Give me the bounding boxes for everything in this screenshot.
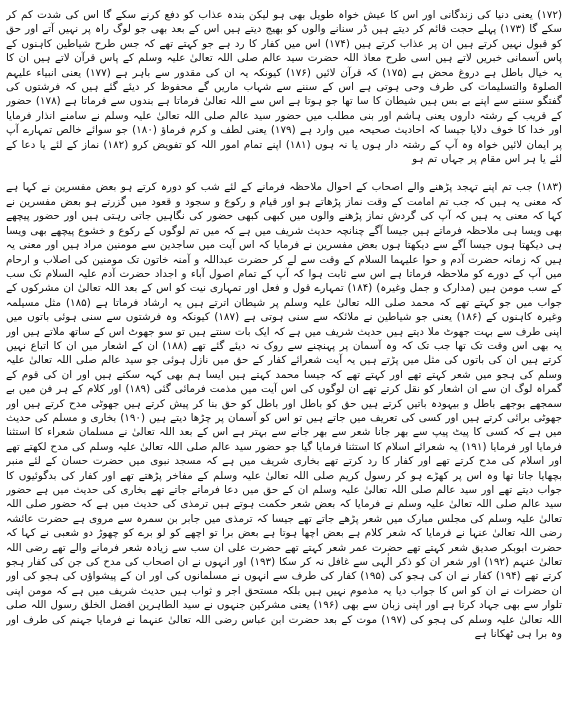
footnotes-block-2: (۱۸۳) جب تم اپنے تہجد پڑھنے والے اصحاب کے احوال ملاحظہ فرمانے کے لئے شب کو دورہ کرتے ہو بعض مفسرین نے کہا ہے کہ معنی یہ ہیں کہ جب تم امامت کے وقت نماز پڑھاتے ہو اور قیام و رکوع و سجود و قعود میں گزرتے ہو بعض مفسرین نے کہا کہ معنی یہ ہیں کہ آپ کی گردش نماز پڑھنے والوں میں کبھی کبھی حضور کی نگاہیں جاتی رہتی ہیں اور حضور پیچھے بھی ویسا ہی ملاحظہ فرماتے ہیں جیسا آگے چنانچہ حدیث شریف میں ہے کہ میں تم لوگوں کے رکوع و خشوع پیچھے بھی ویسا ہی دیکھتا ہوں جیسا آگے سے دیکھتا ہوں بعض مفسرین نے فرمایا کہ اس آیت میں ساجدین سے مومنین مراد ہیں اور معنی یہ ہیں کہ زمانہ حضرت آدم و حوا علیہما السلام کے وقت سے لے کر حضرت عبداللہ و آمنہ خاتون تک مومنین کی اصلاب و ارحام میں آپ کے دورے کو ملاحظہ فرماتا ہے اس سے ثابت ہوا کہ آپ کے تمام اصول آباء و اجداد حضرت آدم علیہ السلام تک سب کے سب مومن ہیں (مدارک و جمل وغیرہ) (۱۸۴) تمہارے قول و فعل اور تمہاری نیت کو اس کے بعد اللہ تعالیٰ ان مشرکوں کے جواب میں جو کہتے تھے کہ محمد صلی اللہ تعالیٰ علیہ وسلم پر شیطان اترتے ہیں یہ ارشاد فرماتا ہے (۱۸۵) مثل مسیلمہ وغیرہ کاہنوں کے (۱۸۶) یعنی جو شیاطین نے ملائکہ سے سنی ہوتی ہے (۱۸۷) کیونکہ وہ فرشتوں سے سنی ہوئی باتوں میں اپنی طرف سے بہت جھوٹ ملا دیتے ہیں حدیث شریف میں ہے کہ ایک بات سنتے ہیں تو سو جھوٹ اس کے ساتھ ملاتے ہیں اور یہ بھی اس وقت تک تھا جب تک کہ وہ آسمان پر پہنچنے سے روک نہ دیئے گئے تھے (۱۸۸) ان کے اشعار میں ان کا اتباع نہیں کرتے ہیں ان کی باتوں کی مثل میں پڑتے ہیں یہ آیت شعرائے کفار کے حق میں نازل ہوئی جو سید عالم صلی اللہ تعالیٰ علیہ وسلم کی ہجو میں شعر کہتے تھے اور کہتے تھے کہ جیسا محمد کہتے ہیں ایسا ہم بھی کہہ سکتے ہیں اور ان کی قوم کے گمراہ لوگ ان سے ان اشعار کو نقل کرتے تھے ان لوگوں کی اس آیت میں مذمت فرمائی گئی (۱۸۹) اور کلام کے ہر فن میں بے سمجھے بوجھے باطل و بیہودہ باتیں کرتے ہیں حق کو باطل اور باطل کو حق بنا کر پیش کرتے ہیں جھوٹی مدح کرتے ہیں اور جھوٹی برائی کرتے ہیں اور کسی کی تعریف میں جاتے ہیں تو اس کو آسمان پر چڑھا دیتے ہیں (۱۹۰) بخاری و مسلم کی حدیث میں ہے کہ کسی کا پیٹ پیپ سے بھر جانا شعر سے بھر جانے سے بہتر ہے اس کے بعد اللہ تعالیٰ نے مسلمان شعراء کا استثنا فرمایا اور فرمایا (۱۹۱) یہ شعرائے اسلام کا استثنا فرمایا گیا جو حضور سید عالم صلی اللہ تعالیٰ علیہ وسلم کی مدح لکھتے تھے اور اسلام کی مدح کرتے تھے اور کفار کا رد کرتے تھے بخاری شریف میں ہے کہ مسجد نبوی میں حضرت حسان کے لئے منبر بچھایا جاتا تھا وہ اس پر کھڑے ہو کر رسول کریم صلی اللہ تعالیٰ علیہ وسلم کے مفاخر پڑھتے تھے اور کفار کی بدگوئیوں کا جواب دیتے تھے اور سید عالم صلی اللہ تعالیٰ علیہ وسلم ان کے حق میں دعا فرماتے جاتے تھے بخاری کی حدیث میں ہے حضور سید عالم صلی اللہ تعالیٰ علیہ وسلم نے فرمایا کہ بعض شعر حکمت ہوتے ہیں ترمذی کی حدیث میں ہے کہ حضور صلی اللہ تعالیٰ علیہ وسلم کی مجلس مبارک میں شعر پڑھے جاتے تھے جیسا کہ ترمذی میں جابر بن سمرہ سے مروی ہے حضرت عائشہ رضی اللہ تعالیٰ عنہا نے فرمایا کہ شعر کلام ہے بعض اچھا ہوتا ہے بعض برا تو اچھے کو لو برے کو چھوڑ دو شعبی نے کہا کہ حضرت ابوبکر صدیق شعر کہتے تھے حضرت عمر شعر کہتے تھے حضرت علی ان سب سے زیادہ شعر فرمانے والے تھے رضی اللہ تعالیٰ عنہم (۱۹۲) اور شعر ان کو ذکر الٰہی سے غافل نہ کر سکا (۱۹۳) اور انہوں نے ان اصحاب کی مدح کی جن کی کفار ہجو کرتے تھے (۱۹۴) کفار نے ان کی ہجو کی (۱۹۵) کفار کی طرف سے انہوں نے مسلمانوں کی اور ان کے پیشواؤں کی ہجو کی اور ان حضرات نے ان کو اس کا جواب دیا یہ مذموم نہیں ہیں بلکہ مستحق اجر و ثواب ہیں حدیث شریف میں ہے کہ مومن اپنی تلوار سے بھی جہاد کرتا ہے اور اپنی زبان سے بھی (۱۹۶) یعنی مشرکین جنہوں نے سید الطاہرین افضل الخلق رسول اللہ صلی اللہ تعالیٰ علیہ وسلم کی ہجو کی (۱۹۷) موت کے بعد حضرت ابن عباس رضی اللہ تعالیٰ عنہما نے فرمایا جہنم کی طرف اور وہ برا ہی ٹھکانا ہے xyxy=(6,181,562,641)
document-page xyxy=(6,8,562,702)
footnotes-text xyxy=(6,8,562,641)
footnotes-block-1: (۱۷۲) یعنی دنیا کی زندگانی اور اس کا عیش خواہ طویل بھی ہو لیکن بندہ عذاب کو دفع کرنے سکے گا اس کی شدت کم کر سکے گا (۱۷۳) پہلے حجت قائم کر دیتے ہیں ڈر سنانے والوں کو بھیج دیتے ہیں اس کے بعد بھی جو لوگ راہ پر نہیں آتے اور حق کو قبول نہیں کرتے ہیں ان پر عذاب کرتے ہیں (۱۷۴) اس میں کفار کا رد ہے جو کہتے تھے کہ جس طرح شیاطین کاہنوں کے پاس آسمانی خبریں لاتے ہیں اسی طرح معاذ اللہ حضرت سید عالم صلی اللہ تعالیٰ علیہ وسلم کے پاس قرآن لاتے ہیں ان کا یہ خیال باطل ہے دروغ محض ہے (۱۷۵) کہ قرآن لائیں (۱۷۶) کیونکہ یہ ان کی مقدور سے باہر ہے (۱۷۷) یعنی انبیاء علیہم الصلوۃ والتسلیمات کی طرف وحی ہوتی ہے اس کے سننے سے شہاب ماریں گے محفوظ کر دیئے گئے ہیں کہ فرشتوں کی گفتگو سننے سے اپنے بے بس ہیں شیطان کا سا تھا جو ہوتا ہے اس سے اللہ تعالیٰ فرماتا ہے بندوں سے فرماتا ہے (۱۷۸) حضور کے قریب کے رشتہ داروں یعنی ہاشم اور بنی مطلب میں حضور سید عالم صلی اللہ تعالیٰ علیہ وسلم نے سامنے انذار فرمایا اور خدا کا خوف دلایا جیسا کہ احادیث صحیحہ میں وارد ہے (۱۷۹) یعنی لطف و کرم فرماؤ (۱۸۰) جو سوائے خالص تمہارے آپ پر ایمان لائیں خواہ وہ آپ کے رشتہ دار ہوں یا نہ ہوں (۱۸۱) اپنے تمام امور اللہ کو تفویض کرو (۱۸۲) نماز کے لئے یا دعا کے لئے یا ہر اس مقام پر جہاں تم ہو xyxy=(6,9,562,166)
